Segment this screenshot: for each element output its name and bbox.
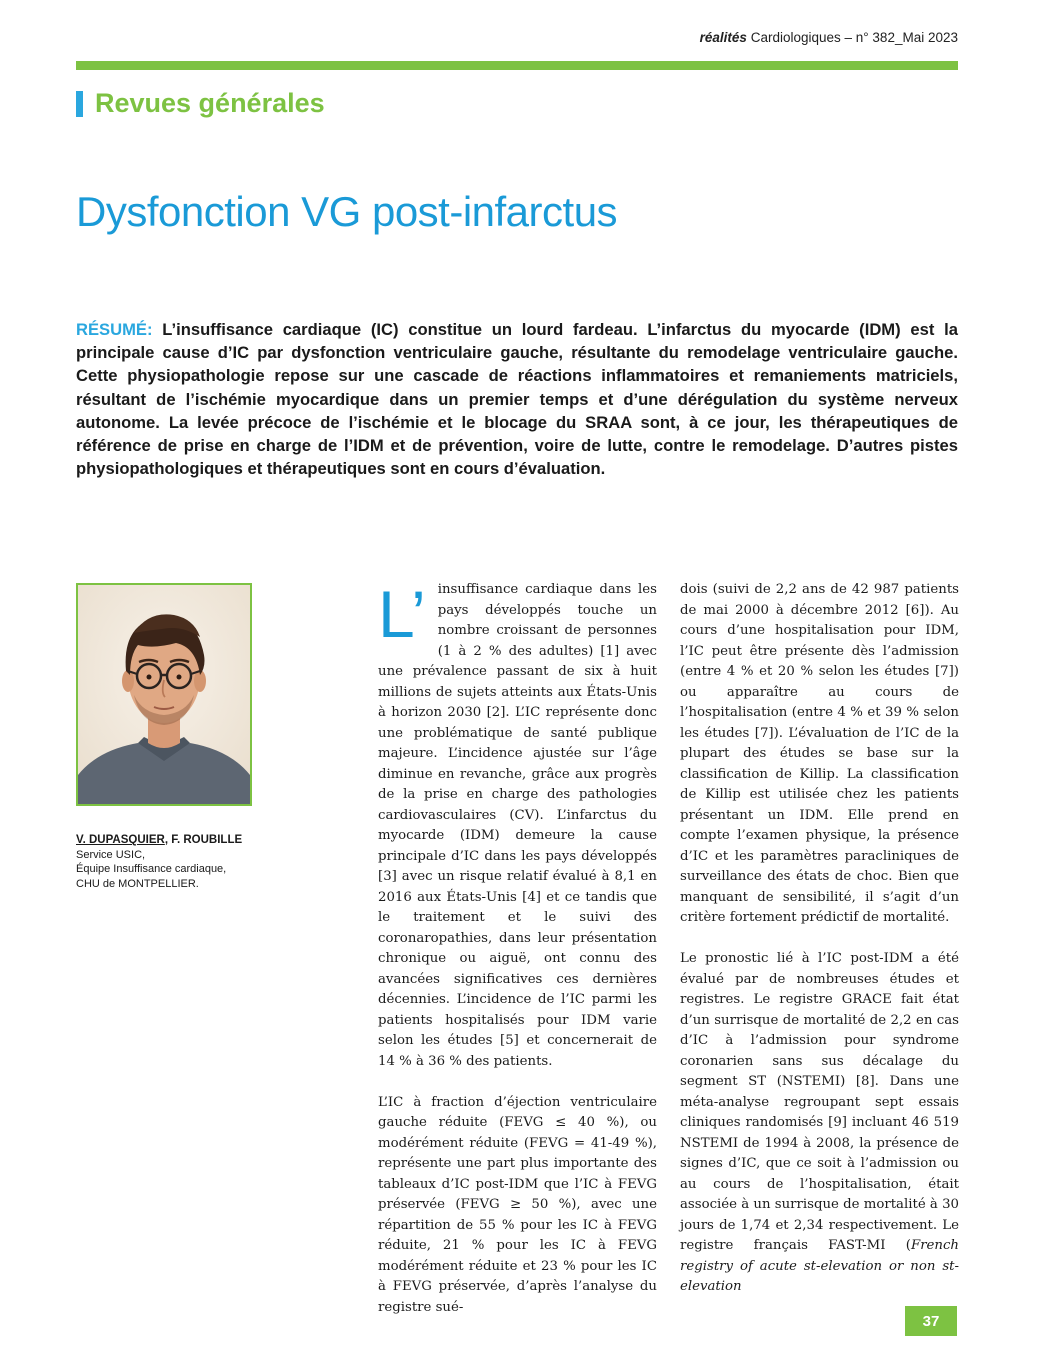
author-name-2: F. ROUBILLE <box>171 834 243 846</box>
body-italic-text: French registry of acute st-elevation or non st-elevation <box>680 1238 959 1294</box>
body-paragraph: dois (suivi de 2,2 ans de 42 987 patients de mai 2000 à décembre 2012 [6]). Au cours d’une hospitalisation pour IDM, l’IC peut être présente dès l’admission (entre 4 % et 20 % selon les études [7]) ou apparaître au cours de l’hospitalisation (entre 4 % et 39 % selon les études [7]). L’évaluation de l’IC de la plupart des études se base sur la classification de Killip. La classification de Killip est utilisée chez les patients présentant un IDM. Elle prend en compte l’examen physique, la présence d’IC et les paramètres paracliniques de surveillance des états de choc. Bien que manquant de sensibilité, il s’agit d’un critère fortement prédictif de mortalité. <box>680 582 959 925</box>
paragraph-gap <box>378 1072 657 1093</box>
abstract-lead: RÉSUMÉ: <box>76 320 153 339</box>
author-block <box>76 833 276 891</box>
drop-cap: L’ <box>378 577 426 651</box>
article-title: Dysfonction VG post-infarctus <box>76 188 618 235</box>
page-number: 37 <box>905 1306 957 1336</box>
abstract-text: L’insuffisance cardiaque (IC) constitue un lourd fardeau. L’infarctus du myocarde (IDM) est la principale cause d’IC par dysfonction ventriculaire gauche, résultante du remodelage ventriculaire gauche. Cette physiopathologie repose sur une cascade de réactions inflammatoires et remaniements matriciels, résultant de l’ischémie myocardique dans un premier temps et d’une dérégulation du système nerveux autonome. La levée précoce de l’ischémie et le blocage du SRAA sont, à ce jour, les thérapeutiques de référence de prise en charge de l’IDM et de prévention, voire de lutte, contre le remodelage. D’autres pistes physiopathologiques et thérapeutiques sont en cours d’évaluation. <box>76 320 958 479</box>
section-label <box>76 88 325 119</box>
affiliation-line-2: Équipe Insuffisance cardiaque, <box>76 863 227 875</box>
author-separator: , <box>164 834 172 846</box>
section-marker-icon <box>76 91 83 117</box>
running-header <box>700 30 958 45</box>
paragraph-gap <box>680 929 959 950</box>
issue-info: Cardiologiques – n° 382_Mai 2023 <box>750 30 958 45</box>
author-name-1: V. DUPASQUIER <box>76 834 165 846</box>
body-paragraph-container <box>680 949 959 1298</box>
author-photo <box>76 583 252 806</box>
author-portrait-image <box>78 585 250 804</box>
affiliation-line-1: Service USIC, <box>76 848 146 861</box>
section-title: Revues générales <box>95 88 325 118</box>
journal-name: réalités <box>699 30 747 45</box>
body-paragraph: Le pronostic lié à l’IC post-IDM a été évalué par de nombreuses études et registres. Le registre GRACE fait état d’un surrisque de mortalité de 2,2 en cas d’IC à l’admission pour syndrome coronarien sans sus décalage du segment ST (NSTEMI) [8]. Dans une méta-analyse regroupant sept essais cliniques randomisés [9] incluant 46 519 NSTEMI de 1994 à 2008, la présence de signes d’IC, que ce soit à l’admission ou au cours de l’hospitalisation, était associée à un surrisque de mortalité à 30 jours de 1,74 et 2,34 respectivement. Le registre français FAST-MI ( <box>680 951 959 1253</box>
body-paragraph: L’IC à fraction d’éjection ventriculaire gauche réduite (FEVG ≤ 40 %), ou modérément réduite (FEVG = 41-49 %), représente une part plus importante des tableaux d’IC post-IDM que l’IC à FEVG préservée (FEVG ≥ 50 %), avec une répartition de 55 % pour les IC à FEVG réduite, 21 % pour les IC à FEVG modérément réduite et 23 % pour les IC à FEVG préservée, d’après l’analyse du registre sué- <box>378 1094 657 1315</box>
abstract <box>76 318 958 480</box>
body-paragraph: insuffisance cardiaque dans les pays développés touche un nombre croissant de personnes (1 à 2 % des adultes) [1] avec une prévalence passant de six à huit millions de sujets atteints aux États-Unis à horizon 2030 [2]. L’IC représente donc une problématique de santé publique majeure. L’incidence ajustée sur l’âge diminue en revanche, grâce aux progrès de la prise en charge des pathologies cardiovasculaires (CV). L’infarctus du myocarde (IDM) demeure la cause principale d’IC dans les pays développés [3] avec un risque relatif évalué à 8,1 en 2016 aux États-Unis [4] et ce tandis que le traitement et le suivi des coronaropathies, dans leur présentation chronique ou aiguë, ont connu des avancées significatives ces dernières décennies. L’incidence de l’IC parmi les patients hospitalisés pour IDM varie selon les études [5] et concernerait de 14 % à 36 % des patients. <box>378 582 657 1069</box>
body-column-2 <box>680 580 959 1298</box>
affiliation-line-3: CHU de MONTPELLIER. <box>76 877 199 890</box>
author-names <box>76 833 276 848</box>
body-column-1 <box>378 577 657 1318</box>
header-divider <box>76 61 958 70</box>
